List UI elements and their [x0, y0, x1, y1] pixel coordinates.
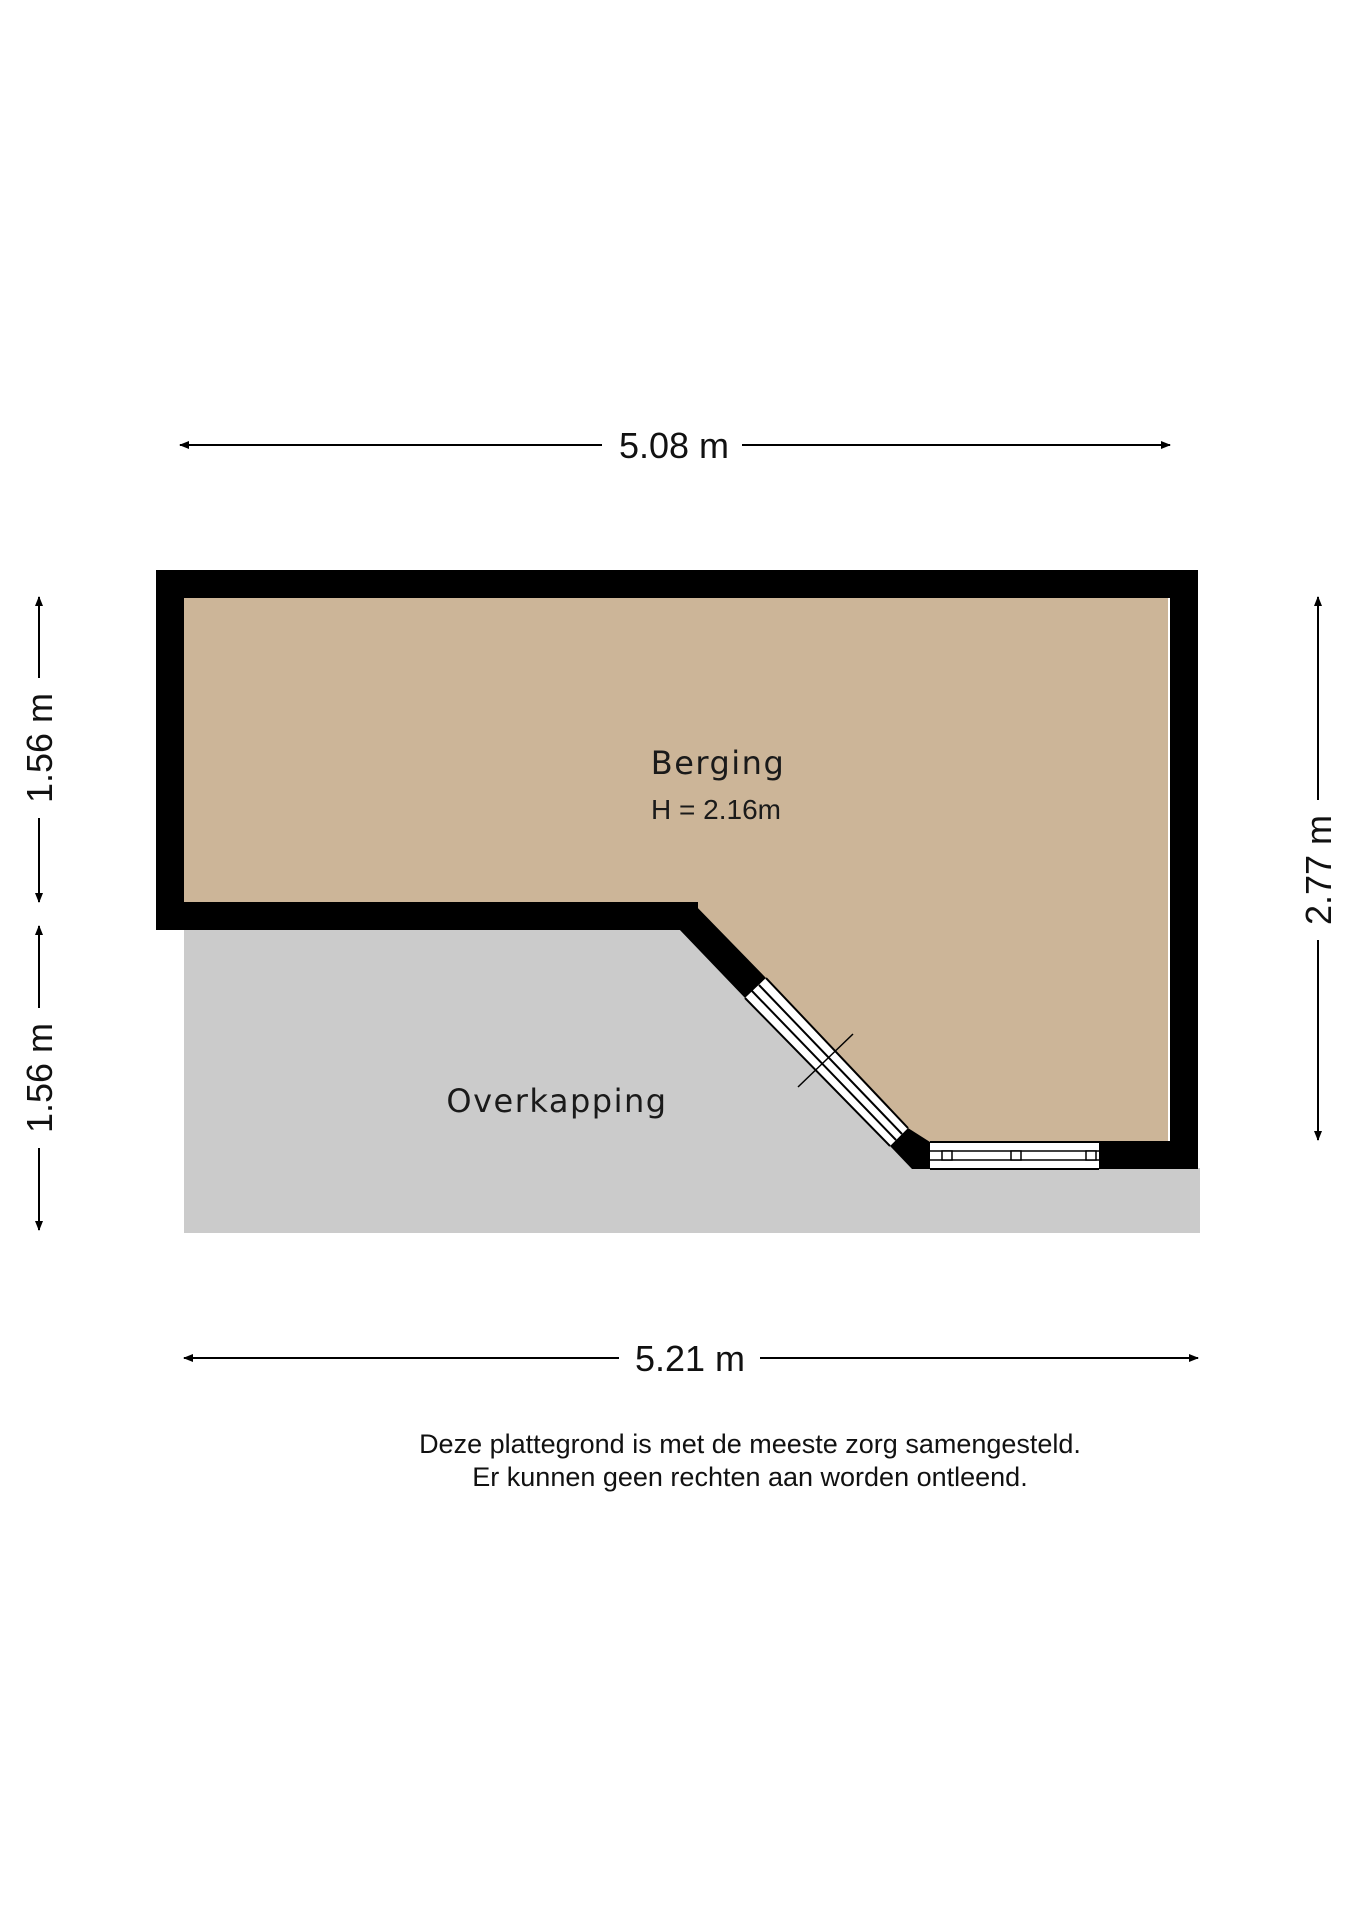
wall-bottom-right — [1099, 1141, 1198, 1169]
dimension-left-upper-label: 1.56 m — [19, 692, 60, 804]
wall-left — [156, 570, 184, 930]
room-name-berging: Berging — [650, 744, 786, 782]
dimension-right — [1298, 597, 1339, 1140]
wall-inner — [156, 902, 698, 930]
dimension-right-label: 2.77 m — [1298, 814, 1339, 926]
dimension-left-lower-label: 1.56 m — [19, 1022, 60, 1134]
disclaimer-line-1: Deze plattegrond is met de meeste zorg samengesteld. — [419, 1429, 1081, 1459]
wall-top — [156, 570, 1198, 598]
room-name-overkapping: Overkapping — [446, 1082, 668, 1120]
dimension-top — [180, 425, 1170, 466]
disclaimer-line-2: Er kunnen geen rechten aan worden ontleend. — [472, 1462, 1028, 1492]
dimension-top-label: 5.08 m — [618, 425, 730, 466]
dimension-bottom-label: 5.21 m — [634, 1338, 746, 1379]
wall-right — [1170, 570, 1198, 1169]
dimension-left-lower — [19, 926, 60, 1230]
dimension-left-upper — [19, 597, 60, 902]
room-height-berging: H = 2.16m — [651, 794, 781, 825]
bottom-window — [930, 1142, 1099, 1169]
dimension-bottom — [184, 1338, 1198, 1379]
